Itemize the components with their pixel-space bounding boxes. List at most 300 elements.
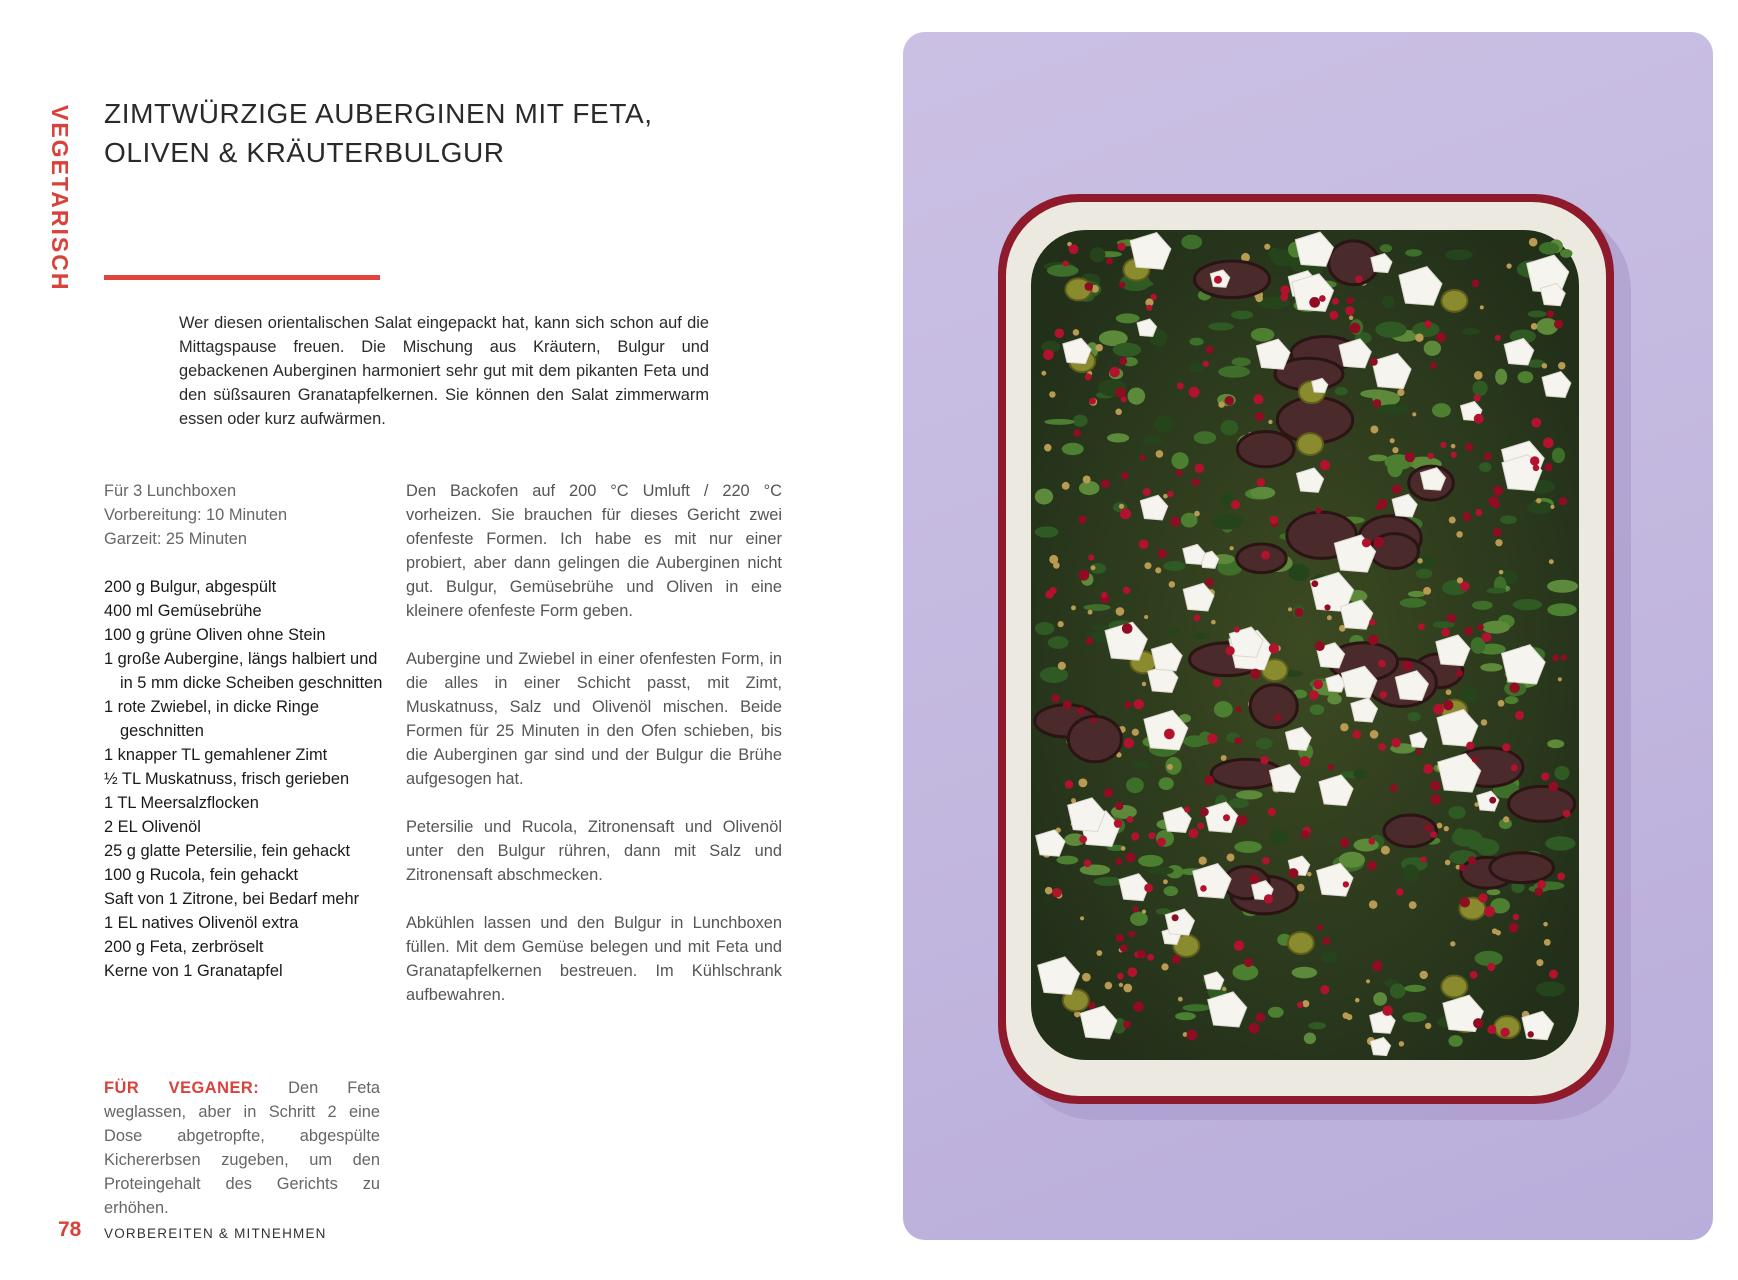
pomegranate-seed (1249, 874, 1259, 884)
bulgur-grain (1082, 973, 1091, 982)
pomegranate-seed (1319, 295, 1326, 302)
herb-leaf (1405, 249, 1422, 256)
herb-leaf (1454, 828, 1467, 842)
pomegranate-seed (1063, 260, 1069, 266)
recipe-meta (104, 479, 394, 551)
pomegranate-seed (1133, 906, 1139, 912)
herb-leaf (1432, 403, 1451, 417)
recipe-title-line-1: ZIMTWÜRZIGE AUBERGINEN MIT FETA, (104, 98, 653, 129)
pomegranate-seed (1543, 438, 1554, 449)
pomegranate-seed (1320, 985, 1329, 994)
pomegranate-seed (1269, 643, 1279, 653)
pomegranate-seed (1205, 578, 1214, 587)
herb-leaf (1166, 628, 1179, 635)
bulgur-grain (1161, 963, 1168, 970)
pomegranate-seed (1244, 958, 1253, 967)
bulgur-grain (1542, 363, 1547, 368)
pomegranate-seed (1172, 955, 1181, 964)
pomegranate-seed (1051, 694, 1059, 702)
pomegranate-seed (1493, 528, 1502, 537)
title-accent-rule (104, 275, 380, 280)
pomegranate-seed (1430, 831, 1437, 838)
pomegranate-seed (1157, 549, 1166, 558)
vegan-tip (104, 1076, 380, 1220)
pomegranate-seed (1473, 1018, 1483, 1028)
bulgur-grain (1155, 567, 1161, 573)
bulgur-grain (1327, 615, 1332, 620)
herb-leaf (1192, 632, 1210, 639)
herb-leaf (1536, 982, 1565, 997)
method-step: Den Backofen auf 200 °C Umluft / 220 °C vorheizen. Sie brauchen für dieses Gericht zwei ofenfeste Formen. Ich habe es mit nur einer probiert, aber dann gelingen die Auberginen nicht gut. Bulgur, Gemüsebrühe und Oliven in eine kleinere ofenfeste Form geben. (406, 482, 782, 620)
herb-leaf (1228, 798, 1248, 808)
pomegranate-seed (1052, 888, 1062, 898)
herb-leaf (1073, 415, 1088, 427)
pomegranate-seed (1223, 814, 1230, 821)
servings: Für 3 Lunchboxen (104, 482, 237, 500)
pomegranate-seed (1390, 784, 1398, 792)
pomegranate-seed (1106, 258, 1113, 265)
pomegranate-seed (1101, 479, 1110, 488)
bulgur-grain (1041, 371, 1046, 376)
pomegranate-seed (1561, 654, 1567, 660)
pomegranate-seed (1502, 743, 1510, 751)
herb-leaf (1354, 769, 1368, 779)
pomegranate-seed (1086, 637, 1094, 645)
pomegranate-seed (1509, 683, 1520, 694)
pomegranate-seed (1473, 394, 1480, 401)
herb-leaf (1377, 404, 1409, 414)
recipe-title-line-2: OLIVEN & KRÄUTERBULGUR (104, 137, 505, 168)
pomegranate-seed (1262, 857, 1270, 865)
pomegranate-seed (1311, 580, 1318, 587)
herb-leaf (1375, 321, 1406, 337)
herb-leaf (1111, 805, 1137, 819)
herb-leaf (1360, 389, 1391, 398)
herb-leaf (1448, 806, 1466, 819)
pomegranate-seed (1315, 641, 1325, 651)
bulgur-grain (1543, 922, 1548, 927)
dish-photo-illustration (903, 32, 1713, 1240)
pomegranate-seed (1472, 280, 1479, 287)
bulgur-grain (1123, 984, 1132, 993)
herb-leaf (1479, 462, 1491, 472)
herb-leaf (1175, 1012, 1196, 1020)
pomegranate-seed (1139, 539, 1149, 549)
pomegranate-seed (1484, 906, 1495, 917)
bulgur-grain (1105, 982, 1113, 990)
bulgur-grain (1451, 444, 1456, 449)
olive (1288, 932, 1314, 954)
pomegranate-seed (1147, 954, 1154, 961)
vegan-tip-text: Den Feta weglassen, aber in Schritt 2 eine Dose abgetropfte, abgespülte Kichererbsen zugeben, um den Proteingehalt des Gerichts zu erhöhen. (104, 1079, 380, 1217)
herb-leaf (1310, 704, 1325, 715)
pomegranate-seed (1234, 940, 1244, 950)
pomegranate-seed (1378, 499, 1388, 509)
pomegranate-seed (1352, 730, 1361, 739)
ingredient-item: 200 g Feta, zerbröselt (104, 938, 264, 956)
pomegranate-seed (1309, 297, 1320, 308)
ingredient-list (104, 575, 394, 983)
bulgur-grain (1481, 719, 1487, 725)
pomegranate-seed (1213, 678, 1222, 687)
pomegranate-seed (1368, 838, 1375, 845)
pomegranate-seed (1131, 832, 1139, 840)
pomegranate-seed (1268, 808, 1276, 816)
herb-leaf (1382, 295, 1394, 308)
pomegranate-seed (1137, 950, 1146, 959)
ingredient-item: 1 knapper TL gemahlener Zimt (104, 746, 328, 764)
pomegranate-seed (1329, 311, 1338, 320)
pomegranate-seed (1424, 320, 1431, 327)
herb-leaf (1189, 363, 1204, 373)
pomegranate-seed (1482, 632, 1492, 642)
herb-leaf (1040, 667, 1069, 683)
herb-leaf (1194, 431, 1216, 444)
pomegranate-seed (1236, 706, 1242, 712)
pomegranate-seed (1317, 924, 1323, 930)
bulgur-grain (1399, 1041, 1404, 1046)
pomegranate-seed (1063, 700, 1072, 709)
pomegranate-seed (1369, 619, 1375, 625)
aubergine-slice (1329, 241, 1379, 285)
herb-leaf (1505, 696, 1519, 704)
herb-leaf (1056, 856, 1078, 865)
pomegranate-seed (1301, 830, 1310, 839)
pomegranate-seed (1085, 373, 1092, 380)
ingredient-item: 200 g Bulgur, abgespült (104, 578, 277, 596)
pomegranate-seed (1323, 937, 1331, 945)
herb-leaf (1424, 341, 1441, 356)
pomegranate-seed (1114, 819, 1123, 828)
bulgur-grain (1370, 426, 1378, 434)
herb-leaf (1143, 436, 1163, 446)
pomegranate-seed (1430, 362, 1437, 369)
pomegranate-seed (1474, 414, 1484, 424)
pomegranate-seed (1253, 394, 1263, 404)
bulgur-grain (1456, 531, 1462, 537)
herb-leaf (1552, 448, 1565, 463)
pomegranate-seed (1495, 335, 1501, 341)
pomegranate-seed (1207, 733, 1217, 743)
herb-leaf (1130, 912, 1148, 926)
bulgur-grain (1449, 517, 1456, 524)
pomegranate-seed (1123, 587, 1130, 594)
herb-leaf (1368, 455, 1387, 462)
pomegranate-seed (1234, 737, 1241, 744)
bulgur-grain (1366, 979, 1370, 983)
pomegranate-seed (1069, 244, 1079, 254)
pomegranate-seed (1416, 749, 1422, 755)
bulgur-grain (1119, 983, 1123, 987)
herb-leaf (1035, 489, 1053, 505)
pomegranate-seed (1460, 897, 1470, 907)
ingredient-item: 400 ml Gemüsebrühe (104, 602, 262, 620)
herb-leaf (1128, 387, 1146, 404)
herb-leaf (1126, 777, 1144, 793)
bulgur-grain (1078, 778, 1087, 787)
pomegranate-seed (1128, 931, 1135, 938)
pomegranate-seed (1513, 914, 1519, 920)
herb-leaf (1487, 588, 1507, 594)
herb-leaf (1518, 371, 1534, 383)
herb-leaf (1208, 322, 1234, 330)
bulgur-grain (1370, 730, 1379, 739)
ingredient-item: 100 g Rucola, fein gehackt (104, 866, 299, 884)
ingredient-item: 25 g glatte Petersilie, fein gehackt (104, 842, 351, 860)
pomegranate-seed (1346, 297, 1353, 304)
herb-leaf (1560, 249, 1572, 258)
herb-leaf (1181, 235, 1202, 250)
pomegranate-seed (1146, 305, 1152, 311)
ingredient-item: Saft von 1 Zitrone, bei Bedarf mehr (104, 890, 360, 908)
bulgur-grain (1474, 371, 1483, 380)
method-step: Abkühlen lassen und den Bulgur in Lunchboxen füllen. Mit dem Gemüse belegen und mit Feta und Granatapfelkernen bestreuen. Im Kühlschrank aufbewahren. (406, 914, 782, 1004)
bulgur-grain (1536, 498, 1541, 503)
herb-leaf (1189, 338, 1203, 346)
herb-leaf (1035, 526, 1059, 537)
herb-leaf (1268, 248, 1281, 259)
pomegranate-seed (1309, 690, 1318, 699)
pomegranate-seed (1425, 824, 1432, 831)
pomegranate-seed (1431, 794, 1442, 805)
pomegranate-seed (1343, 881, 1349, 887)
pomegranate-seed (1225, 396, 1234, 405)
pomegranate-seed (1122, 623, 1133, 634)
pomegranate-seed (1552, 654, 1559, 661)
pomegranate-seed (1123, 1021, 1131, 1029)
bulgur-grain (1119, 504, 1124, 509)
bulgur-grain (1544, 939, 1551, 946)
bulgur-grain (1058, 621, 1064, 627)
category-side-label: VEGETARISCH (47, 105, 73, 292)
pomegranate-seed (1234, 627, 1240, 633)
pomegranate-seed (1487, 963, 1495, 971)
method-step: Aubergine und Zwiebel in einer ofenfesten Form, in die alles in einer Schicht passt, mit Zimt, Muskatnuss, Salz und Olivenöl mischen. Beide Formen für 25 Minuten in den Ofen schieben, bis die Auberginen gar sind und der Bulgur die Brühe aufgesogen hat. (406, 650, 782, 788)
pomegranate-seed (1487, 1025, 1496, 1034)
pomegranate-seed (1256, 478, 1265, 487)
pomegranate-seed (1270, 516, 1279, 525)
herb-leaf (1171, 452, 1188, 469)
herb-leaf (1472, 381, 1487, 396)
pomegranate-seed (1236, 815, 1247, 826)
pomegranate-seed (1115, 387, 1125, 397)
method-steps (406, 479, 782, 1031)
herb-leaf (1462, 328, 1480, 335)
bulgur-grain (1288, 607, 1292, 611)
pomegranate-seed (1249, 1023, 1260, 1034)
pomegranate-seed (1440, 442, 1446, 448)
pomegranate-seed (1493, 485, 1503, 495)
herb-leaf (1373, 992, 1387, 1006)
bulgur-grain (1492, 928, 1498, 934)
pomegranate-seed (1045, 590, 1053, 598)
pomegranate-seed (1054, 329, 1064, 339)
pomegranate-seed (1189, 829, 1199, 839)
pomegranate-seed (1280, 285, 1289, 294)
vegan-tip-label: FÜR VEGANER: (104, 1079, 260, 1097)
ingredient-item: 2 EL Olivenöl (104, 818, 201, 836)
pomegranate-seed (1104, 788, 1113, 797)
herb-leaf (1256, 738, 1273, 749)
pomegranate-seed (1189, 387, 1200, 398)
bulgur-grain (1062, 482, 1070, 490)
pomegranate-seed (1478, 893, 1487, 902)
herb-leaf (1035, 622, 1054, 635)
pomegranate-seed (1320, 460, 1330, 470)
herb-leaf (1487, 889, 1501, 895)
bulgur-grain (1425, 1023, 1431, 1029)
bulgur-grain (1415, 333, 1424, 342)
ingredient-item: 1 große Aubergine, längs halbiert und in 5 mm dicke Scheiben geschnitten (104, 650, 383, 692)
pomegranate-seed (1418, 623, 1425, 630)
pomegranate-seed (1134, 699, 1144, 709)
bulgur-grain (1549, 559, 1554, 564)
pomegranate-seed (1225, 646, 1234, 655)
bulgur-grain (1340, 723, 1348, 731)
pomegranate-seed (1200, 808, 1209, 817)
pomegranate-seed (1144, 883, 1153, 892)
ingredient-item: 1 EL natives Olivenöl extra (104, 914, 299, 932)
pomegranate-seed (1101, 592, 1107, 598)
pomegranate-seed (1563, 810, 1571, 818)
pomegranate-seed (1255, 412, 1264, 421)
bulgur-grain (1409, 901, 1417, 909)
bulgur-grain (1264, 244, 1270, 250)
herb-leaf (1404, 985, 1426, 992)
ingredient-item: ½ TL Muskatnuss, frisch gerieben (104, 770, 350, 788)
bulgur-grain (1444, 826, 1449, 831)
herb-leaf (1547, 739, 1564, 748)
pomegranate-seed (1447, 614, 1456, 623)
bulgur-grain (1083, 476, 1091, 484)
bulgur-grain (1397, 389, 1404, 396)
pomegranate-seed (1370, 358, 1378, 366)
bulgur-grain (1222, 987, 1226, 991)
pomegranate-seed (1261, 551, 1270, 560)
pomegranate-seed (1078, 515, 1086, 523)
pomegranate-seed (1548, 782, 1558, 792)
pomegranate-seed (1127, 816, 1134, 823)
bulgur-grain (1529, 238, 1538, 247)
bulgur-grain (1178, 997, 1183, 1002)
page-number: 78 (58, 1218, 82, 1241)
pomegranate-seed (1299, 756, 1310, 767)
pomegranate-seed (1184, 806, 1190, 812)
herb-leaf (1048, 636, 1069, 649)
bulgur-grain (1498, 700, 1505, 707)
pomegranate-seed (1120, 508, 1131, 519)
pomegranate-seed (1428, 453, 1434, 459)
bulgur-grain (1229, 546, 1233, 550)
pomegranate-seed (1372, 961, 1383, 972)
pomegranate-seed (1204, 776, 1214, 786)
pomegranate-seed (1119, 357, 1127, 365)
herb-leaf (1062, 443, 1084, 455)
bulgur-grain (1116, 607, 1125, 616)
pomegranate-seed (1373, 399, 1381, 407)
herb-leaf (1212, 514, 1244, 530)
herb-leaf (1113, 343, 1141, 357)
pomegranate-seed (1250, 669, 1260, 679)
pomegranate-seed (1065, 780, 1074, 789)
herb-leaf (1148, 867, 1174, 875)
recipe-title (104, 94, 704, 172)
pomegranate-seed (1373, 537, 1384, 548)
herb-leaf (1183, 735, 1206, 747)
pomegranate-seed (1089, 398, 1096, 405)
bulgur-grain (1132, 729, 1139, 736)
bulgur-grain (1550, 505, 1554, 509)
pomegranate-seed (1544, 463, 1552, 471)
pomegranate-seed (1214, 276, 1222, 284)
cook-time: Garzeit: 25 Minuten (104, 530, 248, 548)
bulgur-grain (1142, 682, 1146, 686)
pomegranate-seed (1164, 729, 1175, 740)
pomegranate-seed (1077, 707, 1084, 714)
herb-leaf (1445, 249, 1472, 260)
aubergine-slice (1195, 261, 1270, 298)
bulgur-grain (1297, 884, 1305, 892)
pomegranate-seed (1088, 554, 1094, 560)
herb-leaf (1292, 967, 1318, 979)
pomegranate-seed (1345, 306, 1354, 315)
pomegranate-seed (1079, 835, 1087, 843)
bulgur-grain (1531, 323, 1538, 330)
pomegranate-seed (1124, 738, 1134, 748)
bulgur-grain (1392, 447, 1398, 453)
pomegranate-seed (1043, 349, 1054, 360)
pomegranate-seed (1294, 608, 1303, 617)
pomegranate-seed (1470, 971, 1478, 979)
bulgur-grain (1144, 615, 1148, 619)
pomegranate-seed (1441, 628, 1450, 637)
pomegranate-seed (1115, 802, 1123, 810)
herb-leaf (1480, 663, 1502, 671)
olive (1441, 976, 1467, 998)
pomegranate-seed (1500, 1028, 1509, 1037)
prep-time: Vorbereitung: 10 Minuten (104, 506, 288, 524)
bulgur-grain (1049, 391, 1055, 397)
aubergine-slice (1237, 544, 1286, 573)
pomegranate-seed (1541, 772, 1549, 780)
bulgur-grain (1199, 857, 1207, 865)
herb-leaf (1218, 366, 1250, 378)
bulgur-grain (1423, 587, 1431, 595)
pomegranate-seed (1288, 868, 1298, 878)
pomegranate-seed (1073, 429, 1081, 437)
pomegranate-seed (1557, 873, 1565, 881)
herb-leaf (1234, 841, 1262, 853)
bulgur-grain (1221, 755, 1227, 761)
pomegranate-seed (1133, 1001, 1143, 1011)
pomegranate-seed (1157, 838, 1166, 847)
pomegranate-seed (1451, 452, 1457, 458)
bulgur-grain (1445, 860, 1451, 866)
herb-leaf (1220, 420, 1238, 435)
herb-leaf (1231, 310, 1253, 319)
bulgur-grain (1163, 494, 1168, 499)
herb-leaf (1545, 836, 1575, 850)
pomegranate-seed (1405, 452, 1415, 462)
pomegranate-seed (1117, 973, 1124, 980)
herb-leaf (1090, 247, 1105, 262)
pomegranate-seed (1109, 367, 1119, 377)
bulgur-grain (1058, 662, 1066, 670)
herb-leaf (1554, 766, 1569, 780)
pomegranate-seed (1340, 838, 1350, 848)
herb-leaf (1482, 621, 1510, 634)
herb-leaf (1403, 864, 1419, 882)
